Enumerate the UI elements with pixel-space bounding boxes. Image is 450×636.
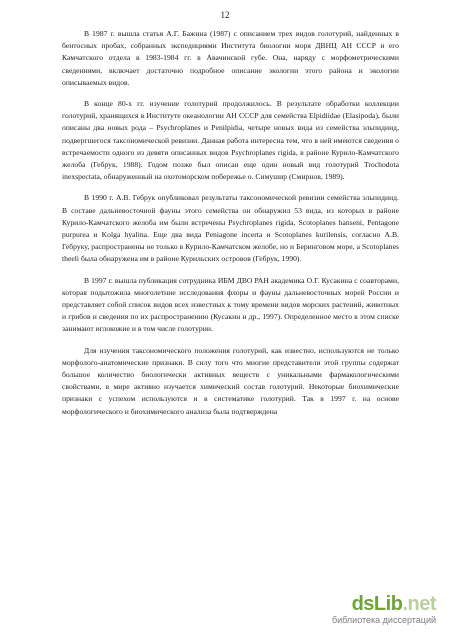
paragraph: Для изучения таксономического положения голотурий, как известно, используются не только морфолого-анатомические признаки. В силу того что многие представители этой группы содержат большое количество биологически активных веществ с уникальными фармакологическими свойствами, в мире активно изучается химический состав голотурий. Некоторые биохимические признаки с успехом используются и в систематике голотурий. Так в 1997 г. на основе морфологического и биохимического анализа была подтверждена (62, 345, 399, 416)
document-body (62, 28, 399, 418)
paragraph: В 1997 г. вышла публикация сотрудника ИБМ ДВО РАН академика О.Г. Кусакина с соавторами, которая подытожила многолетние исследования флоры и фауны дальневосточных морей России и представляет собой список видов всех известных к тому времени видов морских растений, животных и грибов и сведения по их распространению (Кусакин и др., 1997). Определенное место в этом списке занимают иглокожие и в том числе голотурии. (62, 275, 399, 334)
paragraph: В 1987 г. вышла статья А.Г. Бажина (1987) с описанием трех видов голотурий, найденных в бентосных пробах, собранных экспедициями Института биологии моря ДВНЦ АН СССР и его Камчатского отдела в 1983-1984 гг. в Авачинской губе. Она, наряду с морфометрическими сведениями, включает достаточно подробное описание экологии этого района и экологии описываемых видов. (62, 29, 399, 87)
watermark-logo (352, 594, 436, 614)
site-watermark[interactable] (326, 594, 436, 628)
paragraph: В 1990 г. А.В. Гебрук опубликовал результаты таксономической ревизии семейства эльпидиид. В составе дальневосточной фауны этого семейства он обнаружил 53 вида, из которых в районе Курило-Камчатского желоба им были встречены Psychroplanes rigida, Scotoplanes hanseni, Pentagone purpurea и Kolga hyalina. Еще два вида Peniagone incerta и Scotoplanes kurilensis, согласно А.В. Гебруку, распространены не только в Курило-Камчатском желобе, но и Беринговом море, а Scotoplanes theeli была обнаружена им в районе Курильских островов (Гебрук, 1990). (62, 193, 399, 264)
page-number: 12 (220, 10, 230, 20)
paragraph: В конце 80-х гг. изучение голотурий продолжилось. В результате обработки коллекции голотурий, хранящихся в Институте океанологии АН СССР для семейства Elpidiidae (Elasipoda), были описаны два новых рода – Psychroplanes и Penilpidia, четыре новых вида из семейства эльпидиид, подвергшегося таксономической ревизии. Данная работа интересна тем, что в ней имеются сведения о встречаемости одного из девяти описанных видов Psychroplanes rigida, в районе Курило-Камчатского желоба (Гебрук, 1988). Годом позже был описан еще один новый вид голотурий Trochodota inexspectata, обнаруженный на охотоморском побережье о. Симушир (Смирнов, 1989). (62, 99, 399, 182)
watermark-logo-main: dsLib (351, 593, 403, 615)
watermark-caption: библиотека диссертаций (331, 615, 436, 625)
watermark-logo-suffix: .net (402, 593, 436, 615)
